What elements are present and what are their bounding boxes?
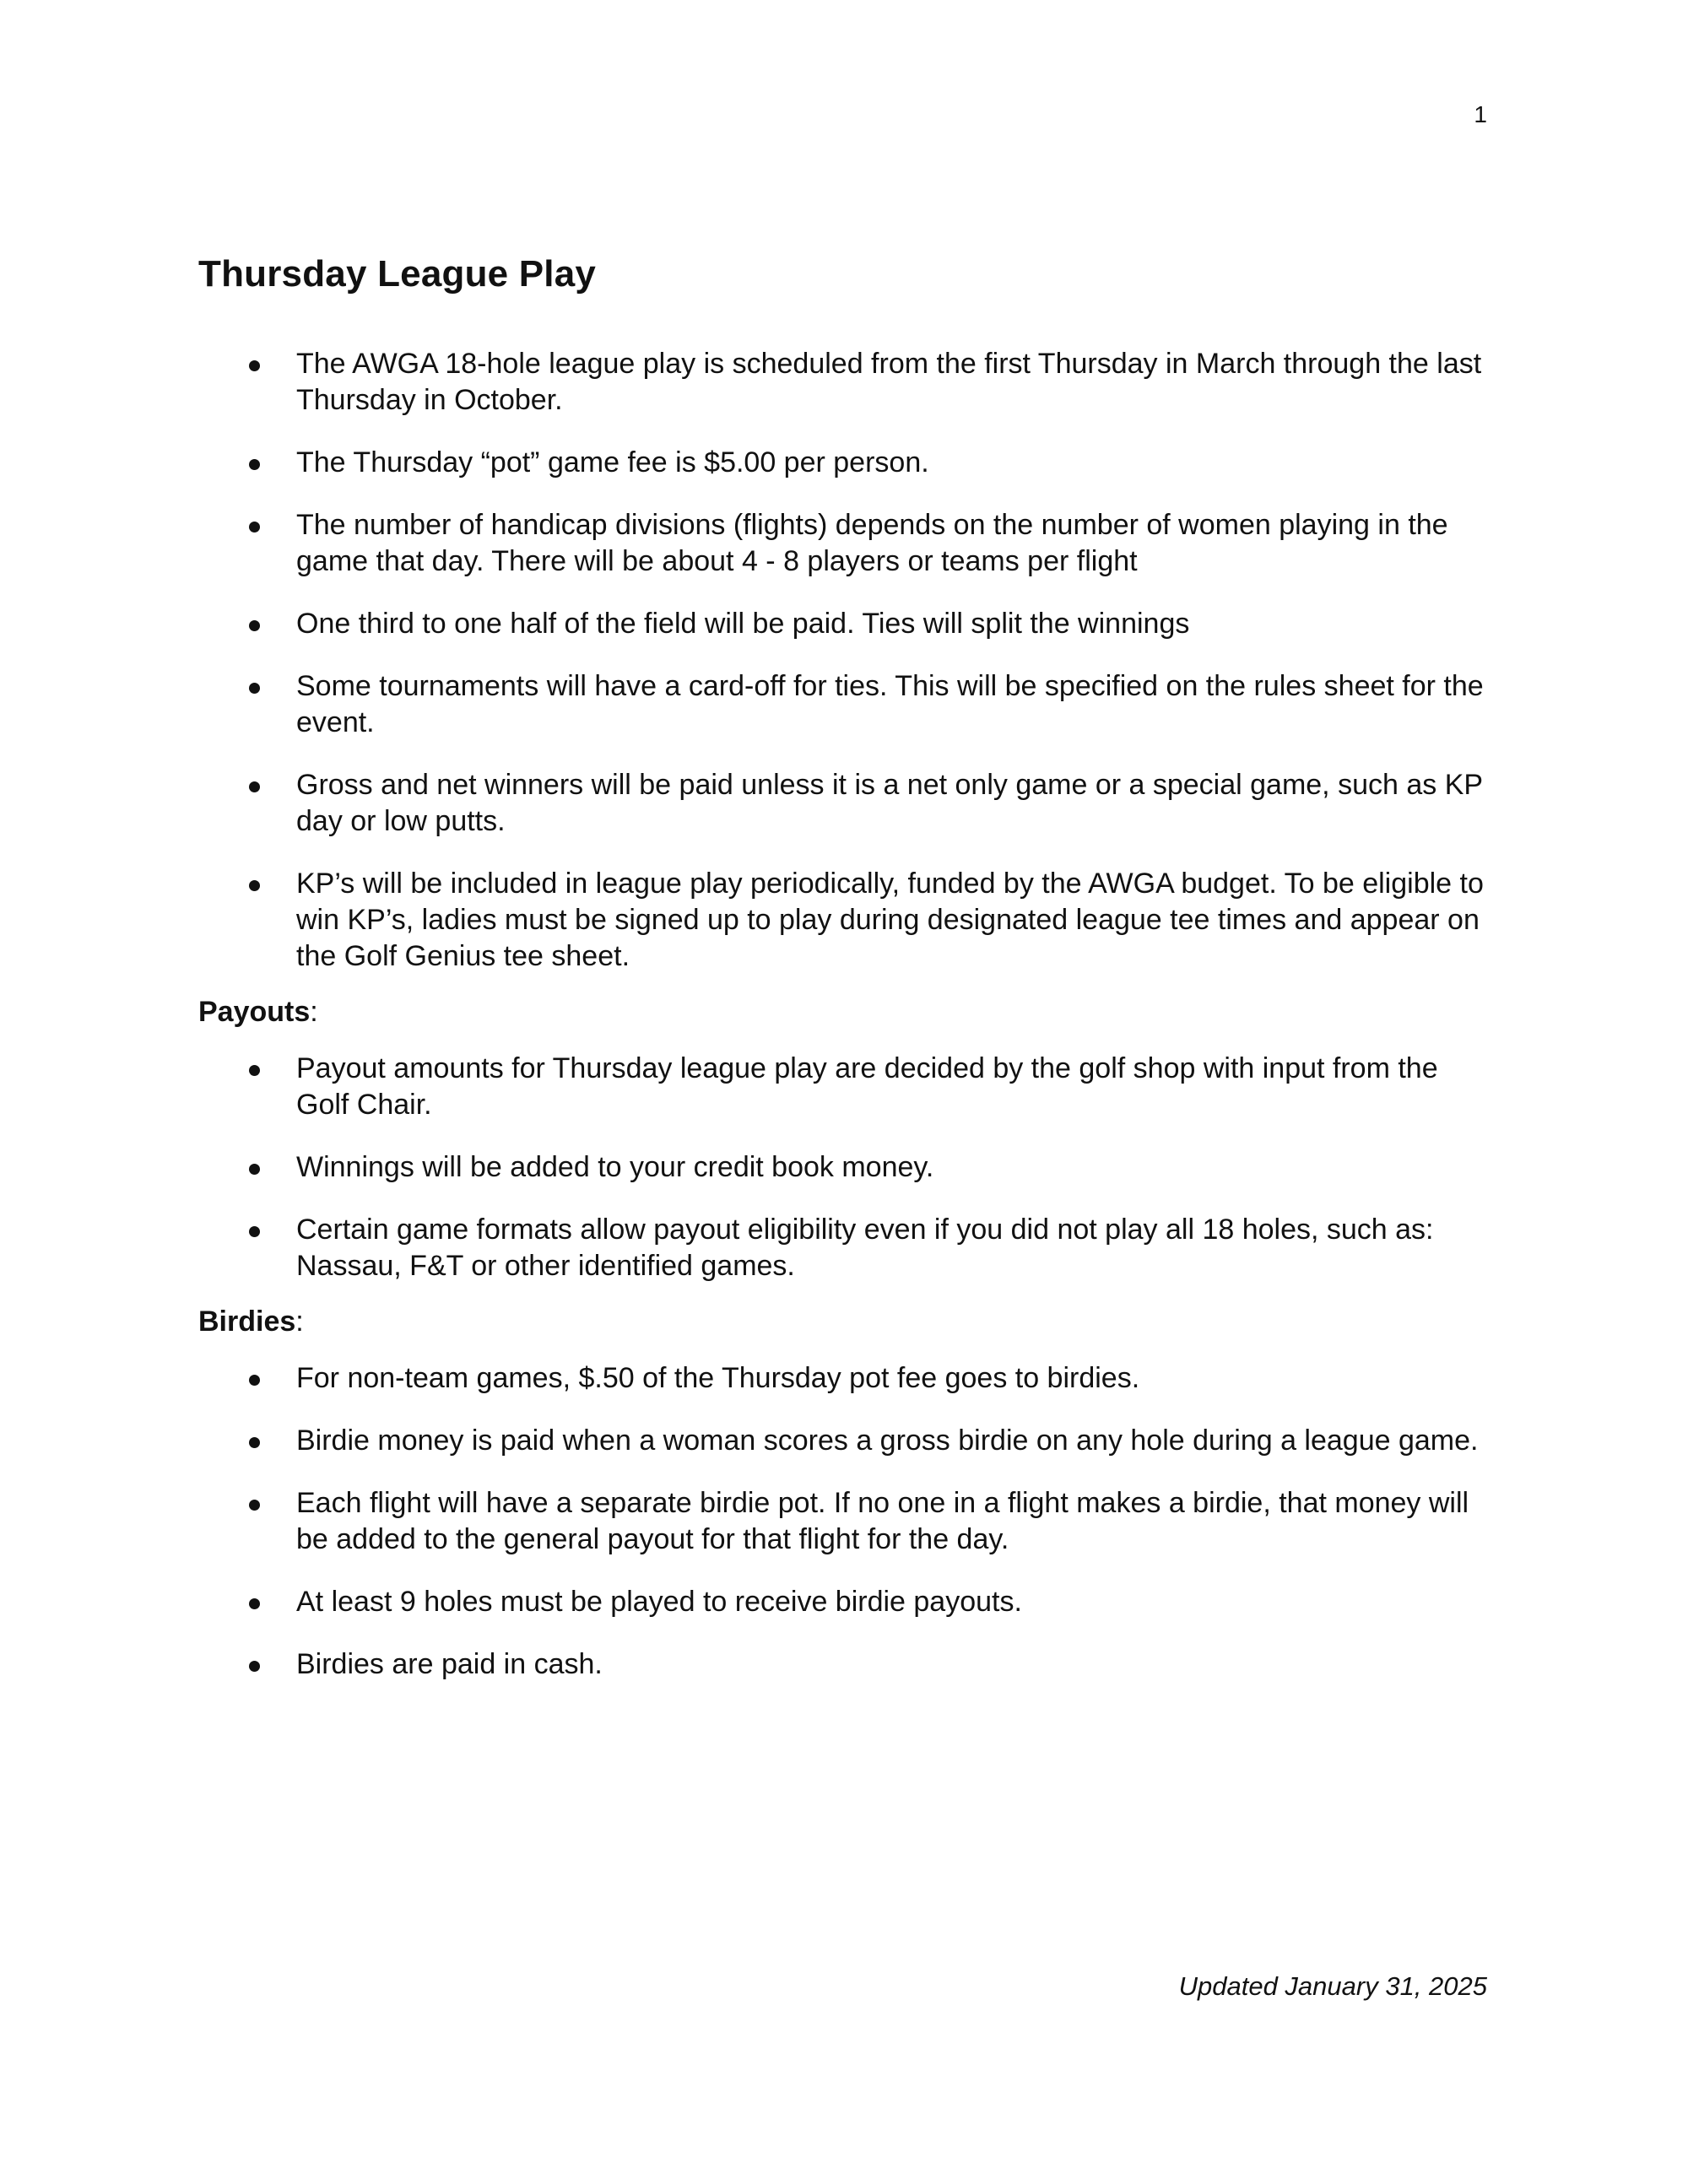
bullet-icon [249,1164,260,1175]
list-item: The number of handicap divisions (flights) depends on the number of women playing in the game that day. There will be about 4 - 8 players or teams per flight [198,507,1498,580]
bullet-icon [249,1500,260,1511]
list-item: Gross and net winners will be paid unless it is a net only game or a special game, such as KP day or low putts. [198,767,1498,840]
bullet-icon [249,1375,260,1386]
list-item: For non-team games, $.50 of the Thursday pot fee goes to birdies. [198,1360,1498,1397]
list-item: Payout amounts for Thursday league play are decided by the golf shop with input from the Golf Chair. [198,1051,1498,1123]
bullet-icon [249,620,260,631]
list-item: The Thursday “pot” game fee is $5.00 per person. [198,445,1498,481]
list-item: Each flight will have a separate birdie pot. If no one in a flight makes a birdie, that money will be added to the general payout for that flight for the day. [198,1485,1498,1558]
birdies-list [198,1360,1498,1683]
bullet-icon [249,459,260,470]
updated-date-footer: Updated January 31, 2025 [1178,1971,1487,2001]
bullet-icon [249,880,260,891]
league-list [198,346,1498,975]
page-number: 1 [1474,101,1487,127]
list-item: The AWGA 18-hole league play is scheduled from the first Thursday in March through the last Thursday in October. [198,346,1498,419]
document-body [198,346,1498,1709]
bullet-icon [249,522,260,532]
list-item: KP’s will be included in league play periodically, funded by the AWGA budget. To be eligible to win KP’s, ladies must be signed up to play during designated league tee times and appear on the Golf Genius tee sheet. [198,866,1498,975]
payouts-list [198,1051,1498,1284]
list-item: Some tournaments will have a card-off for ties. This will be specified on the rules sheet for the event. [198,668,1498,741]
list-item: Birdie money is paid when a woman scores a gross birdie on any hole during a league game. [198,1423,1498,1459]
list-item: Birdies are paid in cash. [198,1646,1498,1683]
list-item: At least 9 holes must be played to receive birdie payouts. [198,1584,1498,1620]
bullet-icon [249,360,260,371]
birdies-heading: Birdies: [198,1306,304,1338]
page-title: Thursday League Play [198,253,597,295]
bullet-icon [249,683,260,694]
payouts-heading: Payouts: [198,996,318,1028]
list-item: Certain game formats allow payout eligibility even if you did not play all 18 holes, such as: Nassau, F&T or other identified games. [198,1212,1498,1284]
list-item: One third to one half of the field will be paid. Ties will split the winnings [198,606,1498,642]
bullet-icon [249,1598,260,1609]
bullet-icon [249,781,260,792]
bullet-icon [249,1661,260,1672]
bullet-icon [249,1065,260,1076]
bullet-icon [249,1226,260,1237]
bullet-icon [249,1437,260,1448]
list-item: Winnings will be added to your credit book money. [198,1149,1498,1186]
